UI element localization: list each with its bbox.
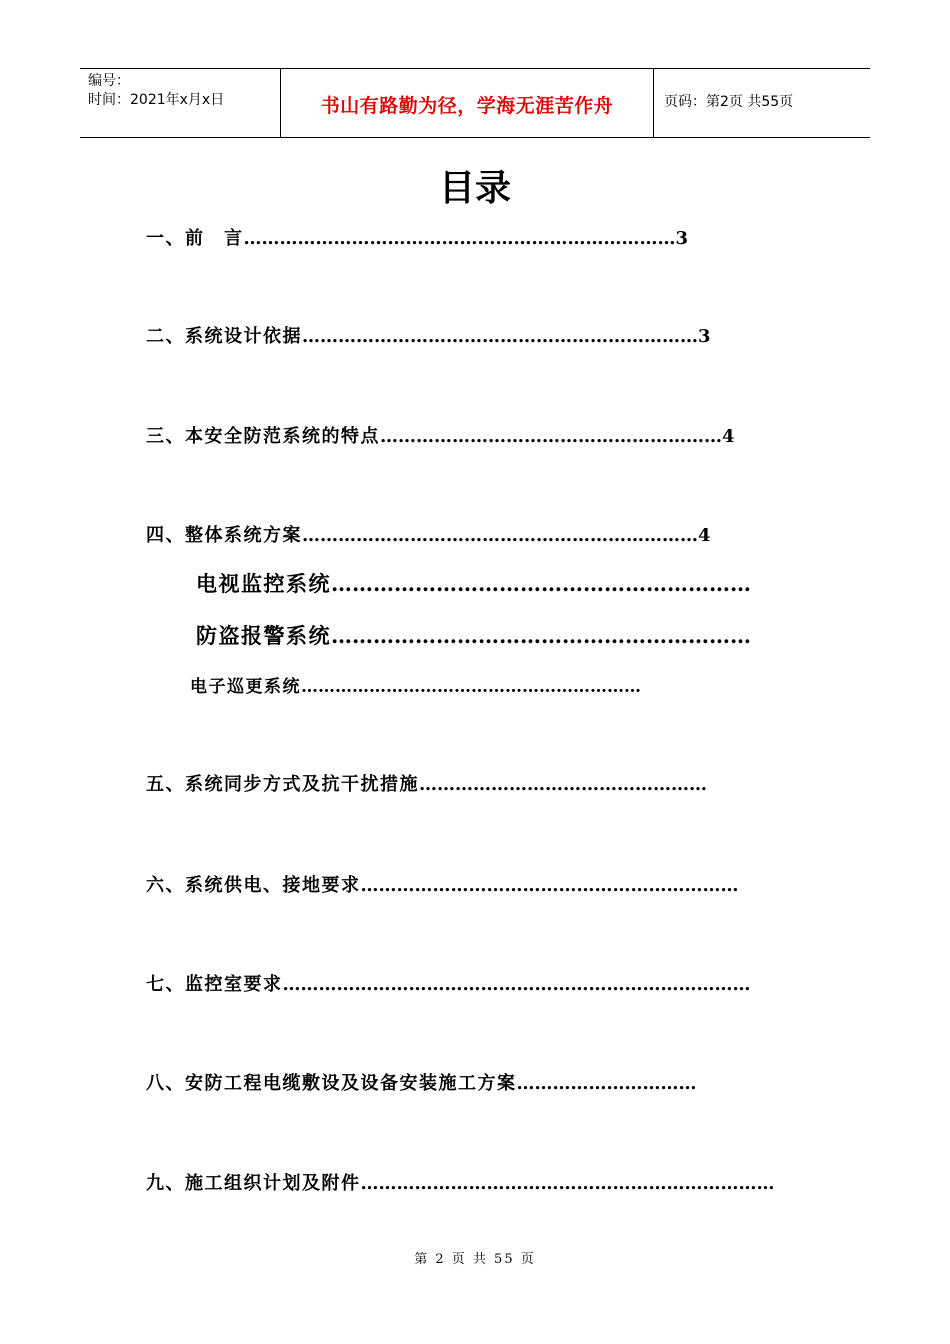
toc-entry bbox=[146, 1069, 697, 1095]
toc-label: 四、整体系统方案 bbox=[146, 525, 302, 546]
toc-label: 五、系统同步方式及抗干扰措施 bbox=[146, 774, 419, 795]
toc-label: 二、系统设计依据 bbox=[146, 326, 302, 347]
toc-leader: …………………………………………………………… bbox=[360, 1173, 775, 1194]
page-info: 页码：第2页 共55页 bbox=[664, 94, 794, 110]
toc-entry bbox=[146, 770, 707, 796]
toc-label: 一、前 言 bbox=[146, 228, 244, 249]
toc-leader: ………………………… bbox=[516, 1073, 697, 1094]
header-page-cell bbox=[654, 69, 870, 137]
toc-label: 六、系统供电、接地要求 bbox=[146, 875, 361, 896]
toc-entry bbox=[146, 970, 751, 996]
toc-leader: ………………………………………………………… bbox=[302, 326, 698, 347]
toc-page: 4 bbox=[722, 426, 735, 447]
toc-leader: …………………………………………………… bbox=[331, 623, 751, 648]
toc-subentry bbox=[196, 568, 751, 598]
toc-page: 3 bbox=[675, 228, 689, 249]
page-footer: 第 2 页 共 55 页 bbox=[414, 1252, 536, 1267]
toc-leader: ………………………………………… bbox=[419, 774, 707, 795]
toc-leader: ………………………………………………… bbox=[380, 426, 722, 447]
page-title: 目录 bbox=[438, 168, 511, 209]
toc-leader: ……………………………………………………………… bbox=[243, 228, 676, 249]
header-motto-cell bbox=[281, 69, 654, 137]
number-label: 编号： bbox=[88, 73, 130, 89]
header-meta-cell bbox=[80, 69, 281, 137]
toc-label: 电视监控系统 bbox=[196, 572, 331, 596]
motto: 书山有路勤为径，学海无涯苦作舟 bbox=[320, 95, 614, 117]
toc-leader: …………………………………………………………………… bbox=[282, 974, 751, 995]
toc-leader: …………………………………………………… bbox=[301, 677, 641, 697]
header-table bbox=[80, 68, 870, 138]
toc-leader: ………………………………………………………… bbox=[302, 525, 698, 546]
toc-entry bbox=[146, 1169, 775, 1195]
toc-leader: ……………………………………………………… bbox=[360, 875, 739, 896]
toc-entry bbox=[146, 871, 739, 897]
toc-entry bbox=[146, 521, 711, 547]
toc-label: 电子巡更系统 bbox=[190, 677, 301, 697]
toc-label: 九、施工组织计划及附件 bbox=[146, 1173, 361, 1194]
toc-entry bbox=[146, 224, 688, 250]
toc-entry bbox=[146, 322, 711, 348]
toc-leader: …………………………………………………… bbox=[331, 571, 751, 596]
toc-label: 三、本安全防范系统的特点 bbox=[146, 426, 380, 447]
toc-label: 七、监控室要求 bbox=[146, 974, 283, 995]
toc-entry bbox=[146, 422, 735, 448]
toc-label: 八、安防工程电缆敷设及设备安装施工方案 bbox=[146, 1073, 517, 1094]
toc-label: 防盗报警系统 bbox=[196, 624, 331, 648]
toc-subentry bbox=[196, 620, 751, 650]
toc-subentry bbox=[190, 672, 641, 697]
toc-page: 3 bbox=[698, 326, 711, 347]
toc-page: 4 bbox=[698, 525, 711, 546]
time-label: 时间：2021年x月x日 bbox=[88, 92, 225, 108]
